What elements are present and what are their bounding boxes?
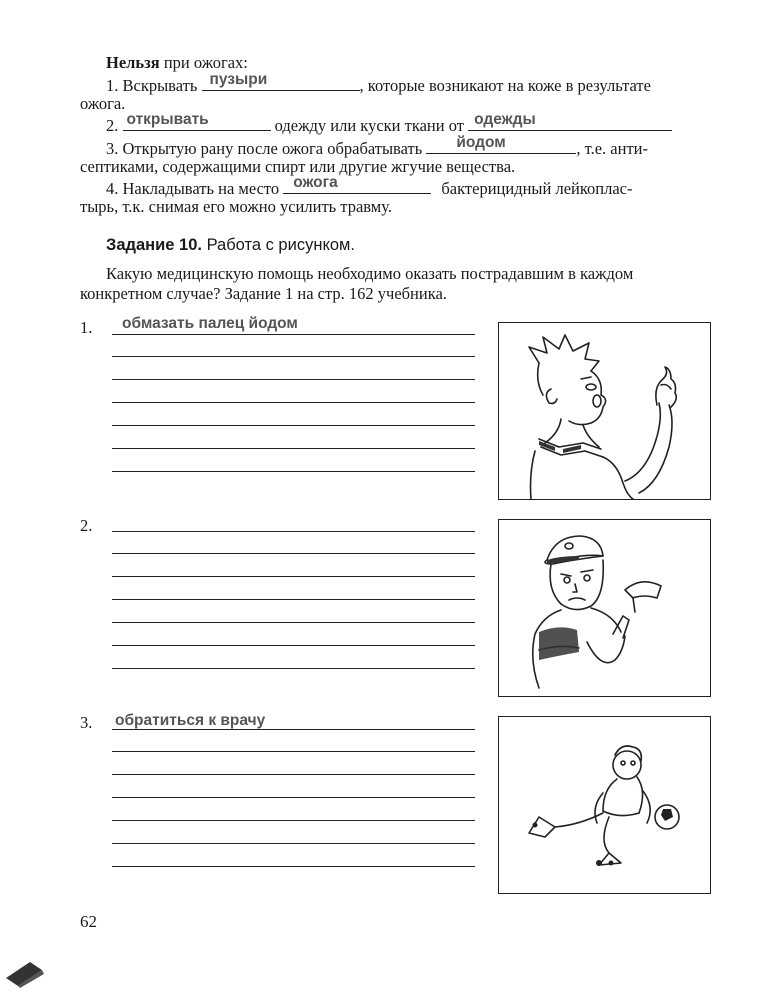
illustration-frame-3 [498, 716, 711, 894]
answer-line [112, 599, 475, 600]
rule-1-text: 1. Вскрывать [106, 76, 198, 95]
page-number: 62 [80, 912, 97, 931]
rule-1-line2: ожога. [80, 94, 126, 113]
rule-4-line1 [106, 174, 633, 199]
rule-3-line1 [106, 134, 648, 159]
answer-line [112, 668, 475, 669]
rule-2-text: одежду или куски ткани от [274, 116, 464, 135]
answer-line [112, 774, 475, 775]
task-title-bold: Задание 10. [106, 236, 202, 254]
rule-2-blank-1[interactable] [123, 111, 271, 131]
rules-heading-bold: Нельзя [106, 53, 160, 72]
answer-1-text: обмазать палец йодом [122, 315, 298, 332]
rule-4-blank[interactable] [283, 174, 431, 194]
task-question-line2: конкретном случае? Задание 1 на стр. 162 учебника. [80, 284, 447, 303]
answer-line [112, 356, 475, 357]
answer-line [112, 866, 475, 867]
rule-3-text-b: , т.е. анти- [576, 139, 648, 158]
answer-line [112, 820, 475, 821]
rule-4-text-b: бактерицидный лейкоплас- [441, 179, 633, 198]
answer-line [112, 576, 475, 577]
answer-line [112, 334, 475, 335]
answer-line [112, 531, 475, 532]
answer-line [112, 622, 475, 623]
answer-line [112, 729, 475, 730]
rule-1-line1 [106, 71, 651, 96]
rule-3-blank[interactable] [426, 134, 576, 154]
rule-1-blank[interactable] [202, 71, 360, 91]
rules-heading-rest: при ожогах: [159, 53, 248, 72]
rule-1-answer: пузыри [209, 71, 268, 88]
rule-2-answer-2: одежды [474, 111, 536, 128]
answer-line [112, 448, 475, 449]
answer-line [112, 797, 475, 798]
rule-3-text: 3. Открытую рану после ожога обрабатывать [106, 139, 423, 158]
answer-1-number: 1. [80, 318, 93, 337]
answer-line [112, 843, 475, 844]
answer-line [112, 751, 475, 752]
answer-line [112, 402, 475, 403]
rule-4-answer: ожога [293, 174, 338, 191]
eraser-logo-icon [2, 958, 46, 988]
task-question-line1: Какую медицинскую помощь необходимо оказать пострадавшим в каждом [106, 264, 634, 283]
task-title-rest: Работа с рисунком. [201, 236, 355, 254]
answer-line [112, 645, 475, 646]
rule-2-blank-2[interactable] [468, 111, 672, 131]
task-title [106, 236, 355, 255]
answer-line [112, 553, 475, 554]
illustration-frame-1 [498, 322, 711, 500]
boy-in-cap-hurt-finger-illustration-icon [499, 520, 710, 696]
rule-4-text: 4. Накладывать на место [106, 179, 280, 198]
answer-2-number: 2. [80, 516, 93, 535]
illustration-frame-2 [498, 519, 711, 697]
rule-2-num: 2. [106, 116, 119, 135]
rule-2-line [106, 111, 672, 136]
rule-2-answer-1: открывать [126, 111, 209, 128]
answer-line [112, 471, 475, 472]
answer-3-text: обратиться к врачу [115, 712, 266, 729]
rule-1-text-b: , которые возникают на коже в результате [359, 76, 651, 95]
answer-3-number: 3. [80, 713, 93, 732]
answer-line [112, 379, 475, 380]
boy-football-fall-illustration-icon [499, 717, 710, 893]
answer-line [112, 425, 475, 426]
rule-3-answer: йодом [456, 134, 506, 151]
rule-3-line2: септиками, содержащими спирт или другие жгучие вещества. [80, 157, 516, 176]
rule-4-line2: тырь, т.к. снимая его можно усилить травму. [80, 197, 392, 216]
boy-burned-finger-illustration-icon [499, 323, 710, 499]
